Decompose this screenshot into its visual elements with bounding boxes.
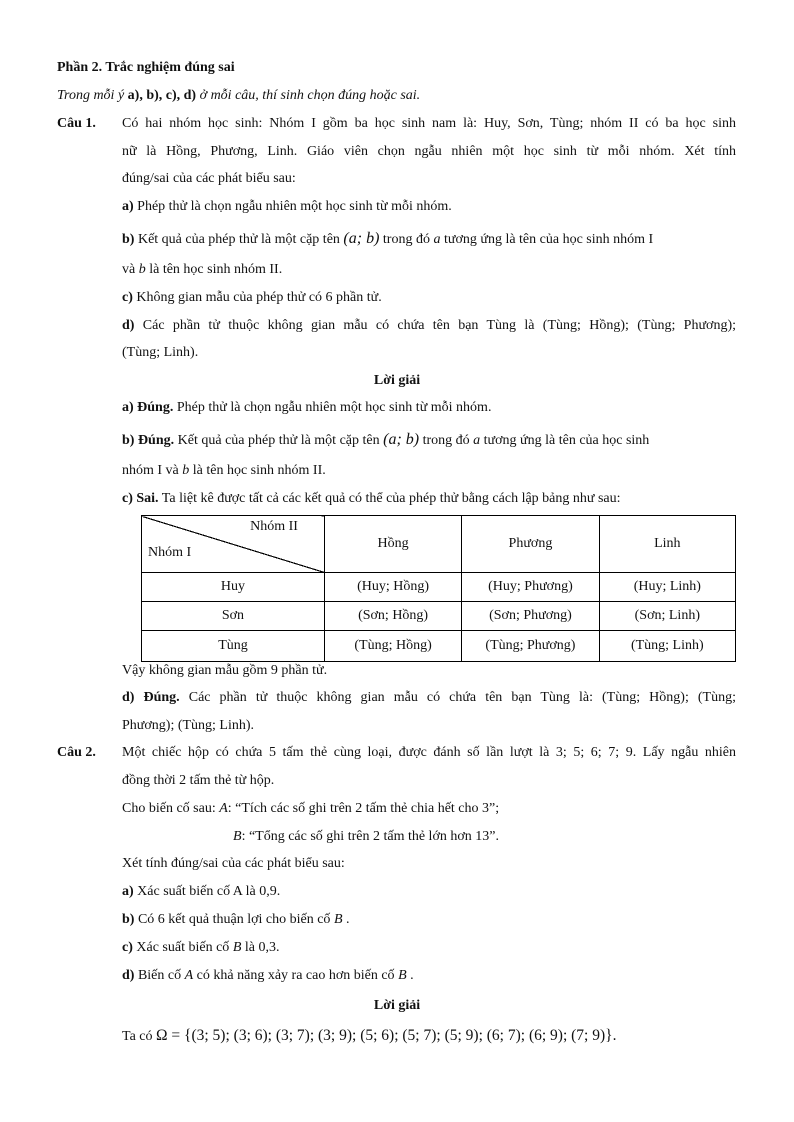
table-cell: (Tùng; Linh) [599, 631, 735, 662]
q1-c-text: Không gian mẫu của phép thử có 6 phần tử. [132, 290, 382, 305]
q2-d-end: . [406, 968, 414, 983]
q2-event-a-text: : “Tích các số ghi trên 2 tấm thẻ chia hết cho 3”; [227, 801, 500, 816]
q2-stem-line2: đồng thời 2 tấm thẻ từ hộp. [122, 773, 275, 788]
q2-d-text2: có khả năng xảy ra cao hơn biến cố [193, 968, 399, 983]
q1-solution-b-line2 [122, 463, 326, 480]
q1-sa-text: Phép thử là chọn ngẫu nhiên một học sinh từ mỗi nhóm. [173, 400, 492, 415]
table-row [142, 631, 736, 662]
table-col-header: Hồng [324, 516, 461, 573]
q2-event-b [233, 829, 499, 846]
q1-option-b [122, 229, 736, 249]
q1-sb-l2-post: là tên học sinh nhóm II. [189, 463, 326, 478]
section-instruction [57, 88, 420, 105]
q1-option-c [122, 290, 382, 307]
q2-label: Câu 2. [57, 745, 96, 760]
q2-omega-line [122, 1027, 616, 1046]
q1-b-var-b: b [138, 262, 146, 277]
q1-solution-title: Lời giải [373, 373, 421, 388]
table-corner-top: Nhóm II [250, 519, 298, 534]
q2-c-math: 0,3 [258, 940, 276, 955]
q1-solution-b [122, 430, 649, 450]
q2-b-label: b) [122, 912, 135, 927]
table-cell: (Sơn; Phương) [462, 602, 599, 631]
q2-a-end: . [276, 884, 281, 899]
q1-sb-var-a: a [473, 433, 481, 448]
q2-b-end: . [342, 912, 350, 927]
q1-sb-text3: tương ứng là tên của học sinh [480, 433, 650, 448]
q1-option-b-line2 [122, 262, 282, 279]
q1-label: Câu 1. [57, 116, 96, 131]
q2-event-b-text: : “Tổng các số ghi trên 2 tấm thẻ lớn hơn 13”. [241, 829, 499, 844]
q1-sb-var-b: b [182, 463, 190, 478]
q1-d-label: d) [122, 318, 135, 333]
q2-event-a-var: A [219, 801, 228, 816]
q2-b-var: B [333, 912, 343, 927]
table-col-header: Linh [599, 516, 735, 573]
q2-stem-line1: Một chiếc hộp có chứa 5 tấm thẻ cùng loại, được đánh số lần lượt là 3; 5; 6; 7; 9. Lấy ngẫu nhiên [122, 745, 736, 760]
table-row-header: Sơn [142, 602, 325, 631]
q1-a-text: Phép thử là chọn ngẫu nhiên một học sinh từ mỗi nhóm. [133, 199, 452, 214]
q1-solution-d [122, 690, 736, 707]
q2-d-var-a: A [184, 968, 194, 983]
table-corner-bottom: Nhóm I [148, 545, 192, 561]
q1-option-a [122, 199, 452, 216]
table-header-row [142, 516, 736, 573]
q2-a-math: 0,9 [259, 884, 277, 899]
q1-b-math: (a; b) [343, 230, 380, 247]
q1-b-var-a: a [433, 232, 441, 247]
table-cell: (Huy; Hồng) [324, 573, 461, 602]
q1-solution-a [122, 400, 491, 417]
q2-events-pre: Cho biến cố sau: [122, 801, 220, 816]
q2-solution-title: Lời giải [373, 998, 421, 1013]
table-col-header: Phương [462, 516, 599, 573]
q2-d-label: d) [122, 968, 135, 983]
q2-c-var: B [232, 940, 242, 955]
q1-solution-d-line2: Phương); (Tùng; Linh). [122, 718, 255, 733]
q1-b-text1: Kết quả của phép thử là một cặp tên [134, 232, 344, 247]
section-title: Phần 2. Trắc nghiệm đúng sai [57, 60, 235, 75]
instruction-options: a), b), c), d) [127, 88, 197, 103]
table-cell: (Tùng; Hồng) [324, 631, 461, 662]
q2-b-text: Có 6 kết quả thuận lợi cho biến cố [134, 912, 334, 927]
q2-c-text2: là [241, 940, 259, 955]
q2-option-d [122, 968, 414, 985]
q1-stem-line3: đúng/sai của các phát biểu sau: [122, 171, 296, 186]
q2-prompt: Xét tính đúng/sai của các phát biểu sau: [122, 856, 345, 871]
q2-c-label: c) [122, 940, 133, 955]
instruction-pre: Trong mỗi ý [57, 88, 128, 103]
q1-option-d [122, 318, 736, 335]
table-row [142, 573, 736, 602]
q1-b-l2-pre: và [122, 262, 139, 277]
q1-b-label: b) [122, 232, 135, 247]
q1-b-l2-post: là tên học sinh nhóm II. [145, 262, 283, 277]
q1-sd-text1: Các phần tử thuộc không gian mẫu có chứa tên bạn Tùng là: (Tùng; Hồng); (Tùng; [179, 690, 736, 705]
sample-space-table [141, 515, 736, 662]
q1-stem-line2: nữ là Hồng, Phương, Linh. Giáo viên chọn ngẫu nhiên một học sinh từ mỗi nhóm. Xét tính [122, 144, 736, 159]
table-row-header: Tùng [142, 631, 325, 662]
q1-sb-text1: Kết quả của phép thử là một cặp tên [174, 433, 384, 448]
q1-a-label: a) [122, 199, 134, 214]
q2-option-b [122, 912, 350, 929]
table-cell: (Sơn; Linh) [599, 602, 735, 631]
q1-sa-label: a) Đúng. [122, 400, 174, 415]
table-cell: (Tùng; Phương) [462, 631, 599, 662]
q1-sc-label: c) Sai. [122, 491, 159, 506]
q2-event-a [122, 801, 499, 818]
q1-sb-text2: trong đó [419, 433, 474, 448]
q2-d-var-b: B [398, 968, 407, 983]
instruction-post: ở mỗi câu, thí sinh chọn đúng hoặc sai. [196, 88, 421, 103]
table-corner-cell [142, 516, 325, 573]
q2-omega-pre: Ta có [122, 1029, 157, 1044]
q1-sd-label: d) Đúng. [122, 690, 180, 705]
q1-sample-space-conclusion: Vậy không gian mẫu gồm 9 phần tử. [122, 663, 328, 678]
q1-b-text3: tương ứng là tên của học sinh nhóm I [440, 232, 654, 247]
q2-omega-math: Ω = {(3; 5); (3; 6); (3; 7); (3; 9); (5; 6); (5; 7); (5; 9); (6; 7); (6; 9); (7; 9)}. [156, 1027, 617, 1044]
q2-option-a [122, 884, 280, 901]
q1-stem-line1: Có hai nhóm học sinh: Nhóm I gồm ba học sinh nam là: Huy, Sơn, Tùng; nhóm II có ba học sinh [122, 116, 736, 131]
q1-option-d-line2: (Tùng; Linh). [122, 345, 199, 360]
q2-event-b-var: B [233, 829, 242, 844]
q1-c-label: c) [122, 290, 133, 305]
table-cell: (Huy; Phương) [462, 573, 599, 602]
q1-sb-math: (a; b) [383, 431, 420, 448]
q2-option-c [122, 940, 279, 957]
q1-b-text2: trong đó [379, 232, 434, 247]
q1-d-text1: Các phần tử thuộc không gian mẫu có chứa tên bạn Tùng là (Tùng; Hồng); (Tùng; Phương); [134, 318, 736, 333]
q2-c-end: . [275, 940, 280, 955]
table-row-header: Huy [142, 573, 325, 602]
table-cell: (Huy; Linh) [599, 573, 735, 602]
table-cell: (Sơn; Hồng) [324, 602, 461, 631]
q1-sb-l2-pre: nhóm I và [122, 463, 183, 478]
q2-a-label: a) [122, 884, 134, 899]
q1-sc-text: Ta liệt kê được tất cả các kết quả có thể của phép thử bằng cách lập bảng như sau: [158, 491, 621, 506]
table-row [142, 602, 736, 631]
q2-a-text: Xác suất biến cố A là [133, 884, 260, 899]
q2-d-text: Biến cố [134, 968, 185, 983]
q1-solution-c [122, 491, 621, 508]
q2-c-text: Xác suất biến cố [132, 940, 233, 955]
q1-sb-label: b) Đúng. [122, 433, 175, 448]
